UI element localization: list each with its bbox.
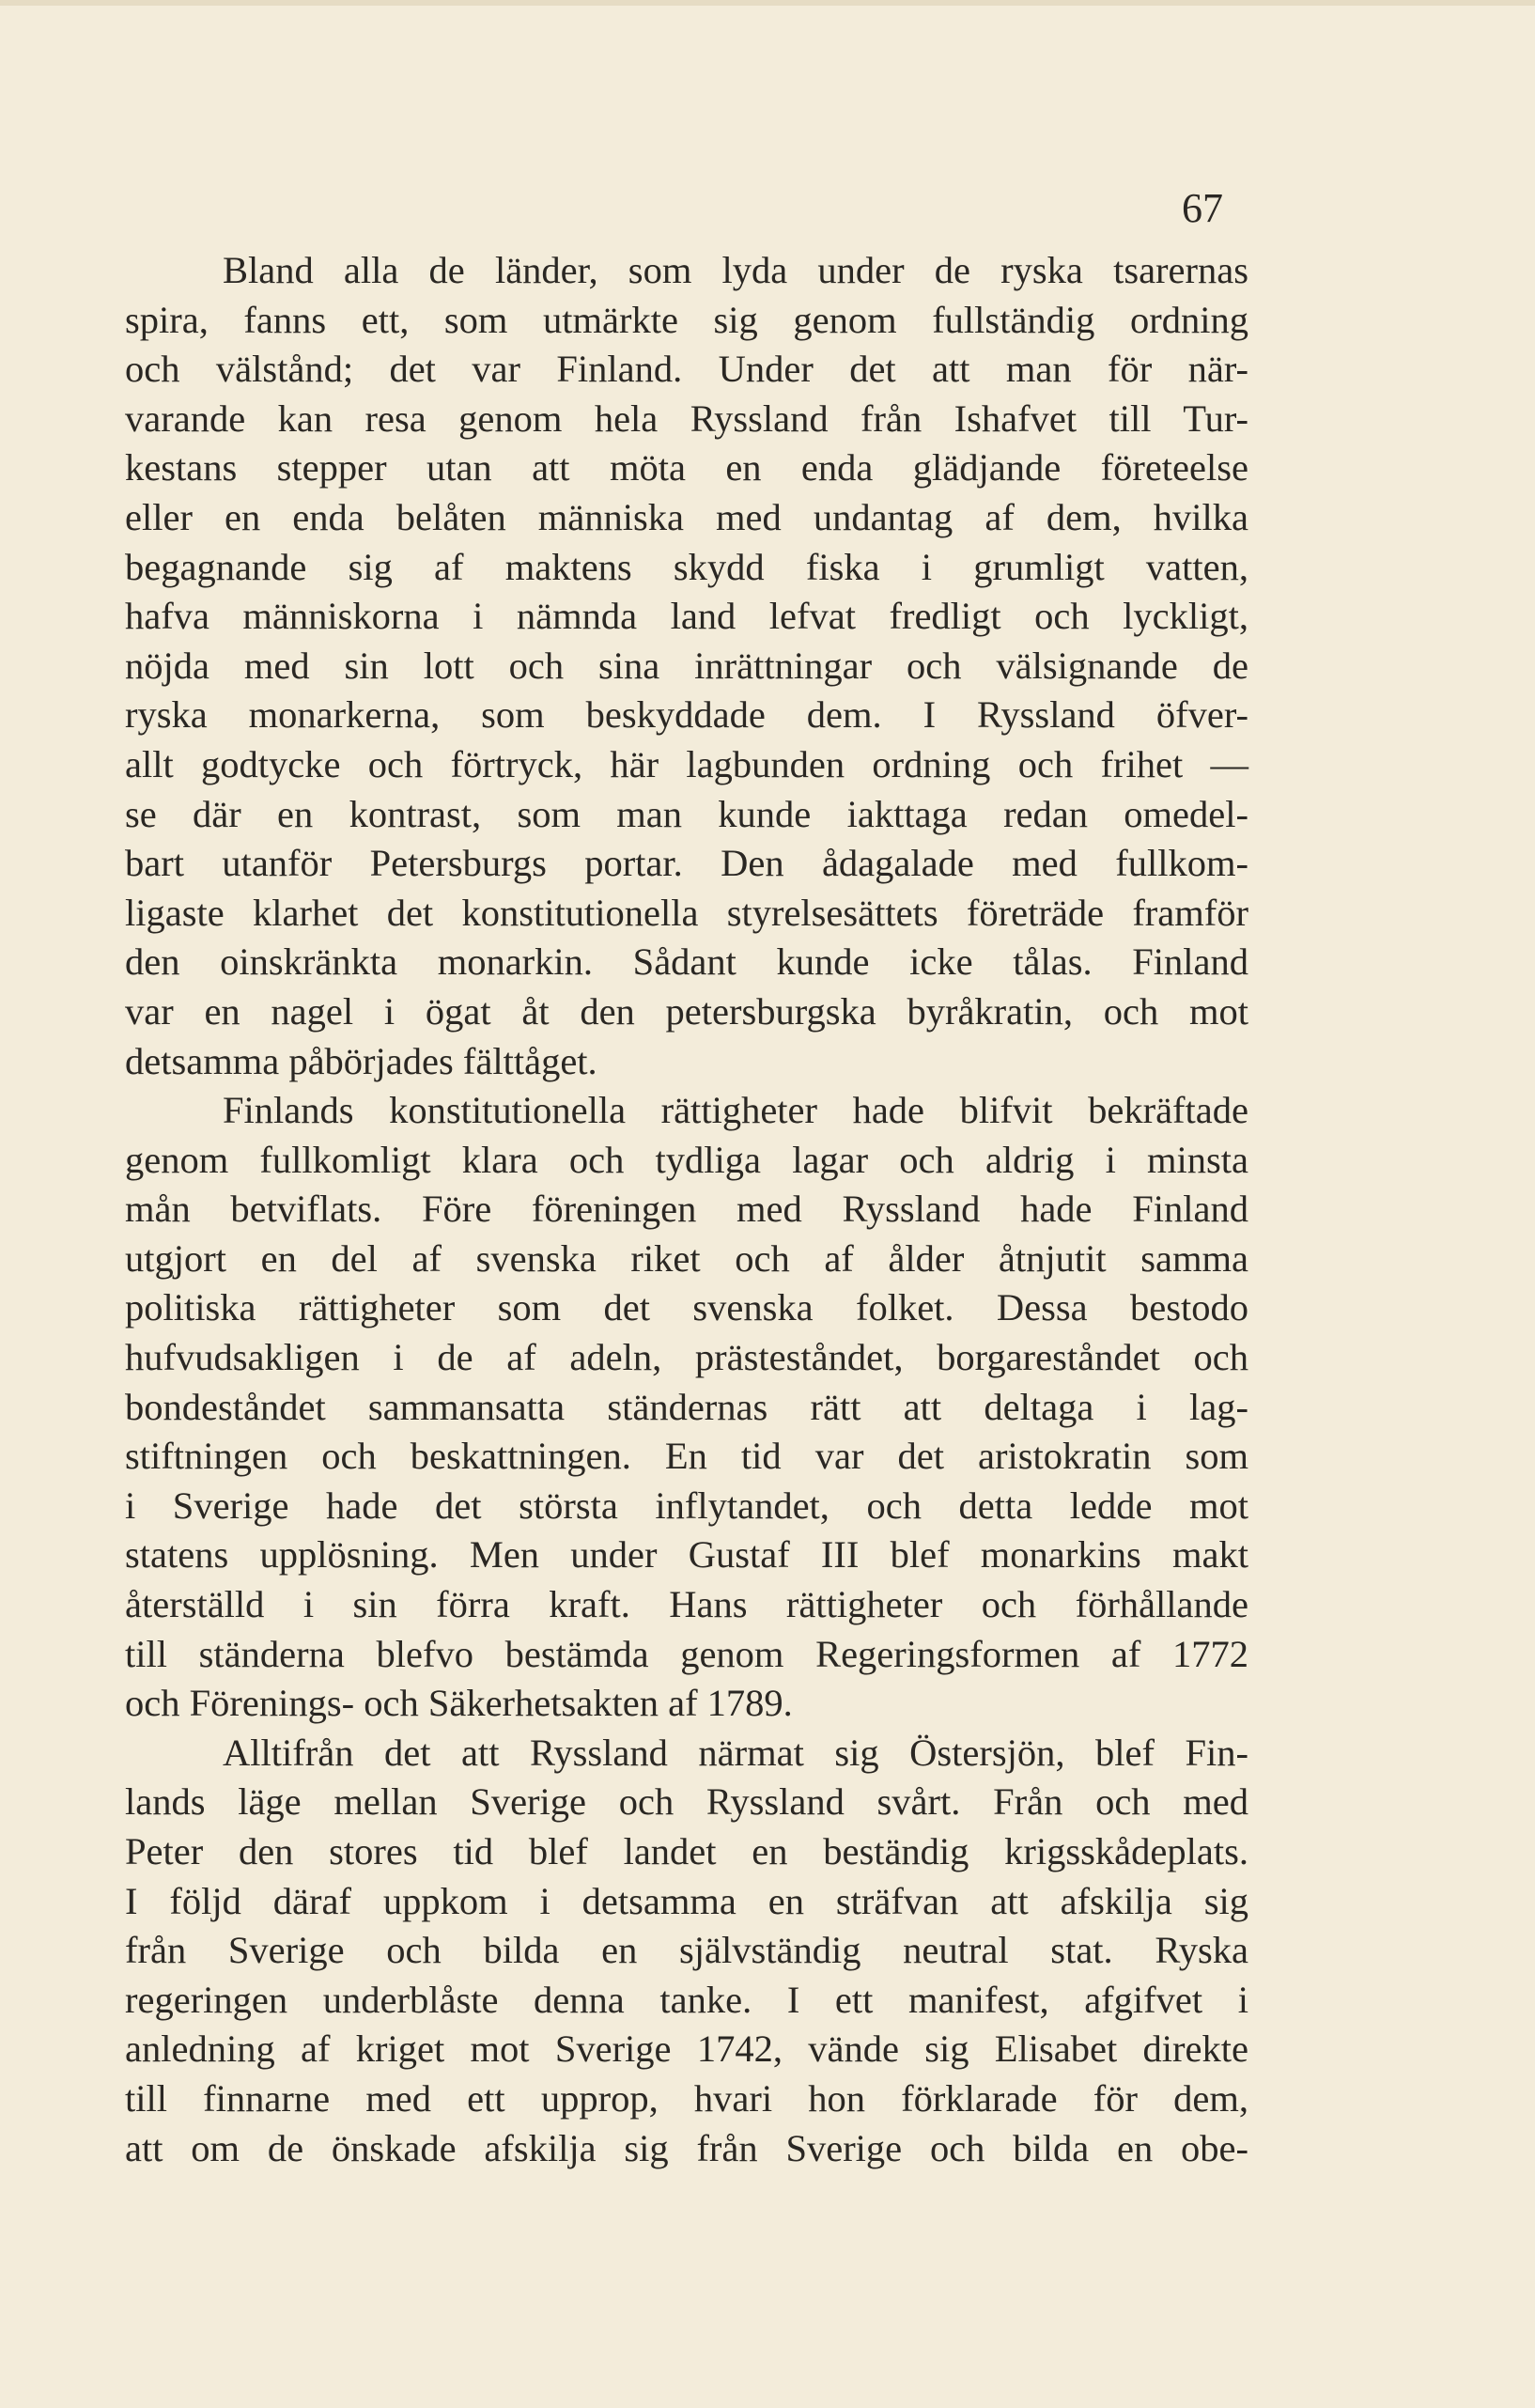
text-line: hufvudsakligen i de af adeln, prästeståndet, borgareståndet och [125, 1336, 1248, 1379]
text-line: Bland alla de länder, som lyda under de ryska tsarernas [223, 249, 1248, 291]
text-line: i Sverige hade det största inflytandet, och detta ledde mot [125, 1484, 1248, 1527]
text-line: att om de önskade afskilja sig från Sverige och bilda en obe- [125, 2126, 1248, 2169]
text-line: genom fullkomligt klara och tydliga lagar och aldrig i minsta [125, 1138, 1248, 1181]
text-line: hafva människorna i nämnda land lefvat fredligt och lyckligt, [125, 595, 1248, 638]
text-line: regeringen underblåste denna tanke. I ett manifest, afgifvet i [125, 1978, 1248, 2021]
text-line: anledning af kriget mot Sverige 1742, vände sig Elisabet direkte [125, 2027, 1248, 2071]
text-line: spira, fanns ett, som utmärkte sig genom fullständig ordning [125, 298, 1248, 341]
text-line: begagnande sig af maktens skydd fiska i grumligt vatten, [125, 545, 1248, 588]
body-text [125, 246, 1248, 2173]
text-line: till finnarne med ett upprop, hvari hon förklarade för dem, [125, 2076, 1248, 2120]
text-line: Peter den stores tid blef landet en beständig krigsskådeplats. [125, 1830, 1248, 1872]
text-line: Alltifrån det att Ryssland närmat sig Östersjön, blef Fin- [223, 1731, 1248, 1774]
text-line: var en nagel i ögat åt den petersburgska byråkratin, och mot [125, 989, 1248, 1033]
text-line: utgjort en del af svenska riket och af ålder åtnjutit samma [125, 1236, 1248, 1280]
text-line: allt godtycke och förtryck, här lagbunden ordning och frihet — [125, 742, 1248, 785]
text-line: bart utanför Petersburgs portar. Den ådagalade med fullkom- [125, 842, 1248, 885]
text-line: och välstånd; det var Finland. Under det att man för när- [125, 348, 1248, 391]
text-line: till ständerna blefvo bestämda genom Regeringsformen af 1772 [125, 1632, 1248, 1675]
text-line: se där en kontrast, som man kunde iakttaga redan omedel- [125, 792, 1248, 835]
text-line: nöjda med sin lott och sina inrättningar och välsignande de [125, 644, 1248, 687]
text-line: ligaste klarhet det konstitutionella styrelsesättets företräde framför [125, 891, 1248, 934]
text-line: bondeståndet sammansatta ständernas rätt att deltaga i lag- [125, 1385, 1248, 1428]
page-number: 67 [1182, 185, 1223, 231]
page-edge [0, 0, 1535, 6]
text-line: ryska monarkerna, som beskyddade dem. I Ryssland öfver- [125, 693, 1248, 737]
text-line: stiftningen och beskattningen. En tid var det aristokratin som [125, 1435, 1248, 1478]
text-line: Finlands konstitutionella rättigheter hade blifvit bekräftade [223, 1089, 1248, 1132]
text-line: från Sverige och bilda en självständig neutral stat. Ryska [125, 1929, 1248, 1972]
text-line: statens upplösning. Men under Gustaf III blef monarkins makt [125, 1533, 1248, 1577]
text-line: och Förenings- och Säkerhetsakten af 1789. [125, 1682, 793, 1725]
text-line: eller en enda belåten människa med undantag af dem, hvilka [125, 495, 1248, 538]
text-line: återställd i sin förra kraft. Hans rättigheter och förhållande [125, 1583, 1248, 1626]
text-line: detsamma påbörjades fälttåget. [125, 1039, 597, 1082]
text-line: kestans stepper utan att möta en enda glädjande företeelse [125, 446, 1248, 489]
text-line: lands läge mellan Sverige och Ryssland svårt. Från och med [125, 1780, 1248, 1824]
text-line: varande kan resa genom hela Ryssland från Ishafvet till Tur- [125, 396, 1248, 440]
text-line: den oinskränkta monarkin. Sådant kunde icke tålas. Finland [125, 940, 1248, 984]
text-line: mån betviflats. Före föreningen med Ryssland hade Finland [125, 1188, 1248, 1231]
text-line: politiska rättigheter som det svenska folket. Dessa bestodo [125, 1286, 1248, 1329]
text-line: I följd däraf uppkom i detsamma en sträfvan att afskilja sig [125, 1879, 1248, 1922]
